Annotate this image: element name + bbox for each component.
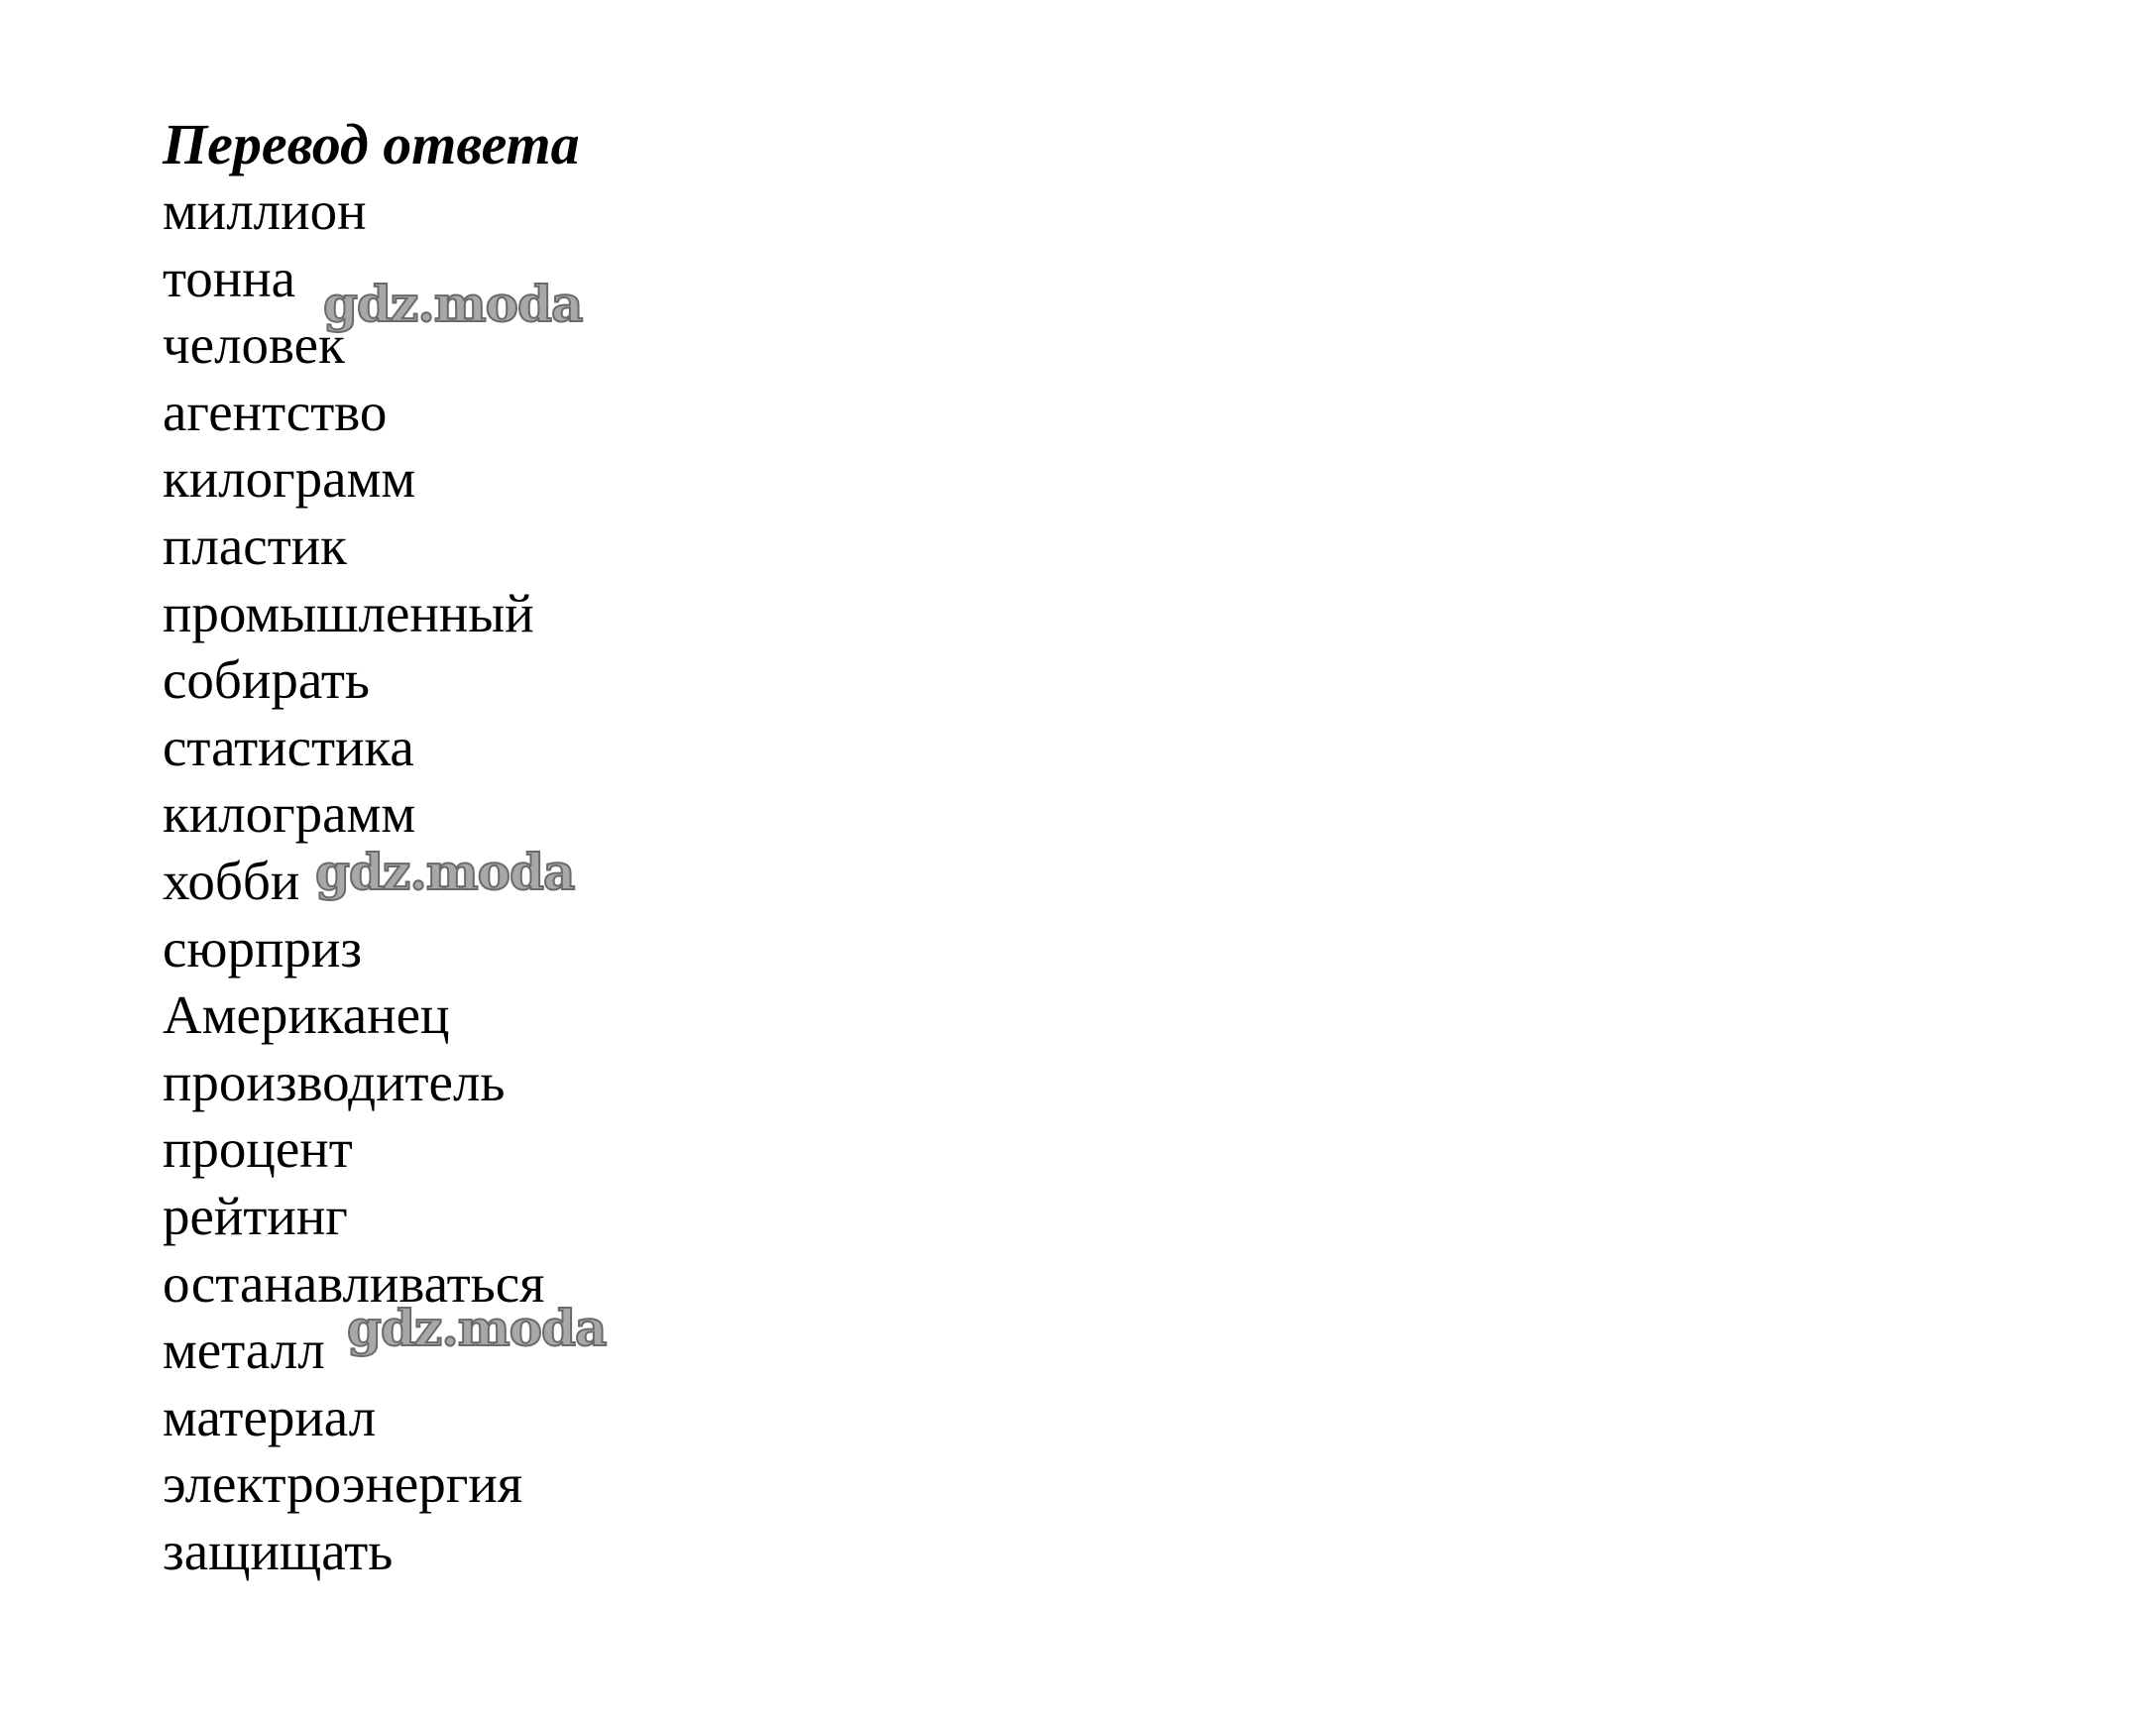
list-item: миллион (163, 180, 367, 241)
list-item: тонна (163, 247, 296, 308)
watermark: gdz.moda (323, 275, 583, 333)
list-item: хобби (163, 850, 300, 911)
watermark: gdz.moda (315, 843, 575, 901)
list-item: человек (163, 314, 345, 376)
list-item: Американец (163, 984, 450, 1046)
list-item: сюрприз (163, 917, 363, 978)
list-item: защищать (163, 1520, 394, 1581)
list-item: собирать (163, 649, 370, 711)
list-item: останавливаться (163, 1252, 545, 1314)
watermark: gdz.moda (347, 1299, 607, 1357)
list-item: производитель (163, 1051, 506, 1112)
list-item: процент (163, 1118, 353, 1180)
list-item: пластик (163, 515, 347, 576)
list-item: килограмм (163, 448, 416, 510)
list-item: рейтинг (163, 1185, 348, 1246)
list-item: материал (163, 1386, 377, 1447)
list-item: агентство (163, 381, 388, 442)
list-item: промышленный (163, 582, 534, 643)
answer-heading: Перевод ответа (163, 112, 580, 176)
list-item: килограмм (163, 783, 416, 845)
list-item: металл (163, 1320, 325, 1381)
list-item: электроэнергия (163, 1453, 523, 1515)
list-item: статистика (163, 716, 414, 777)
